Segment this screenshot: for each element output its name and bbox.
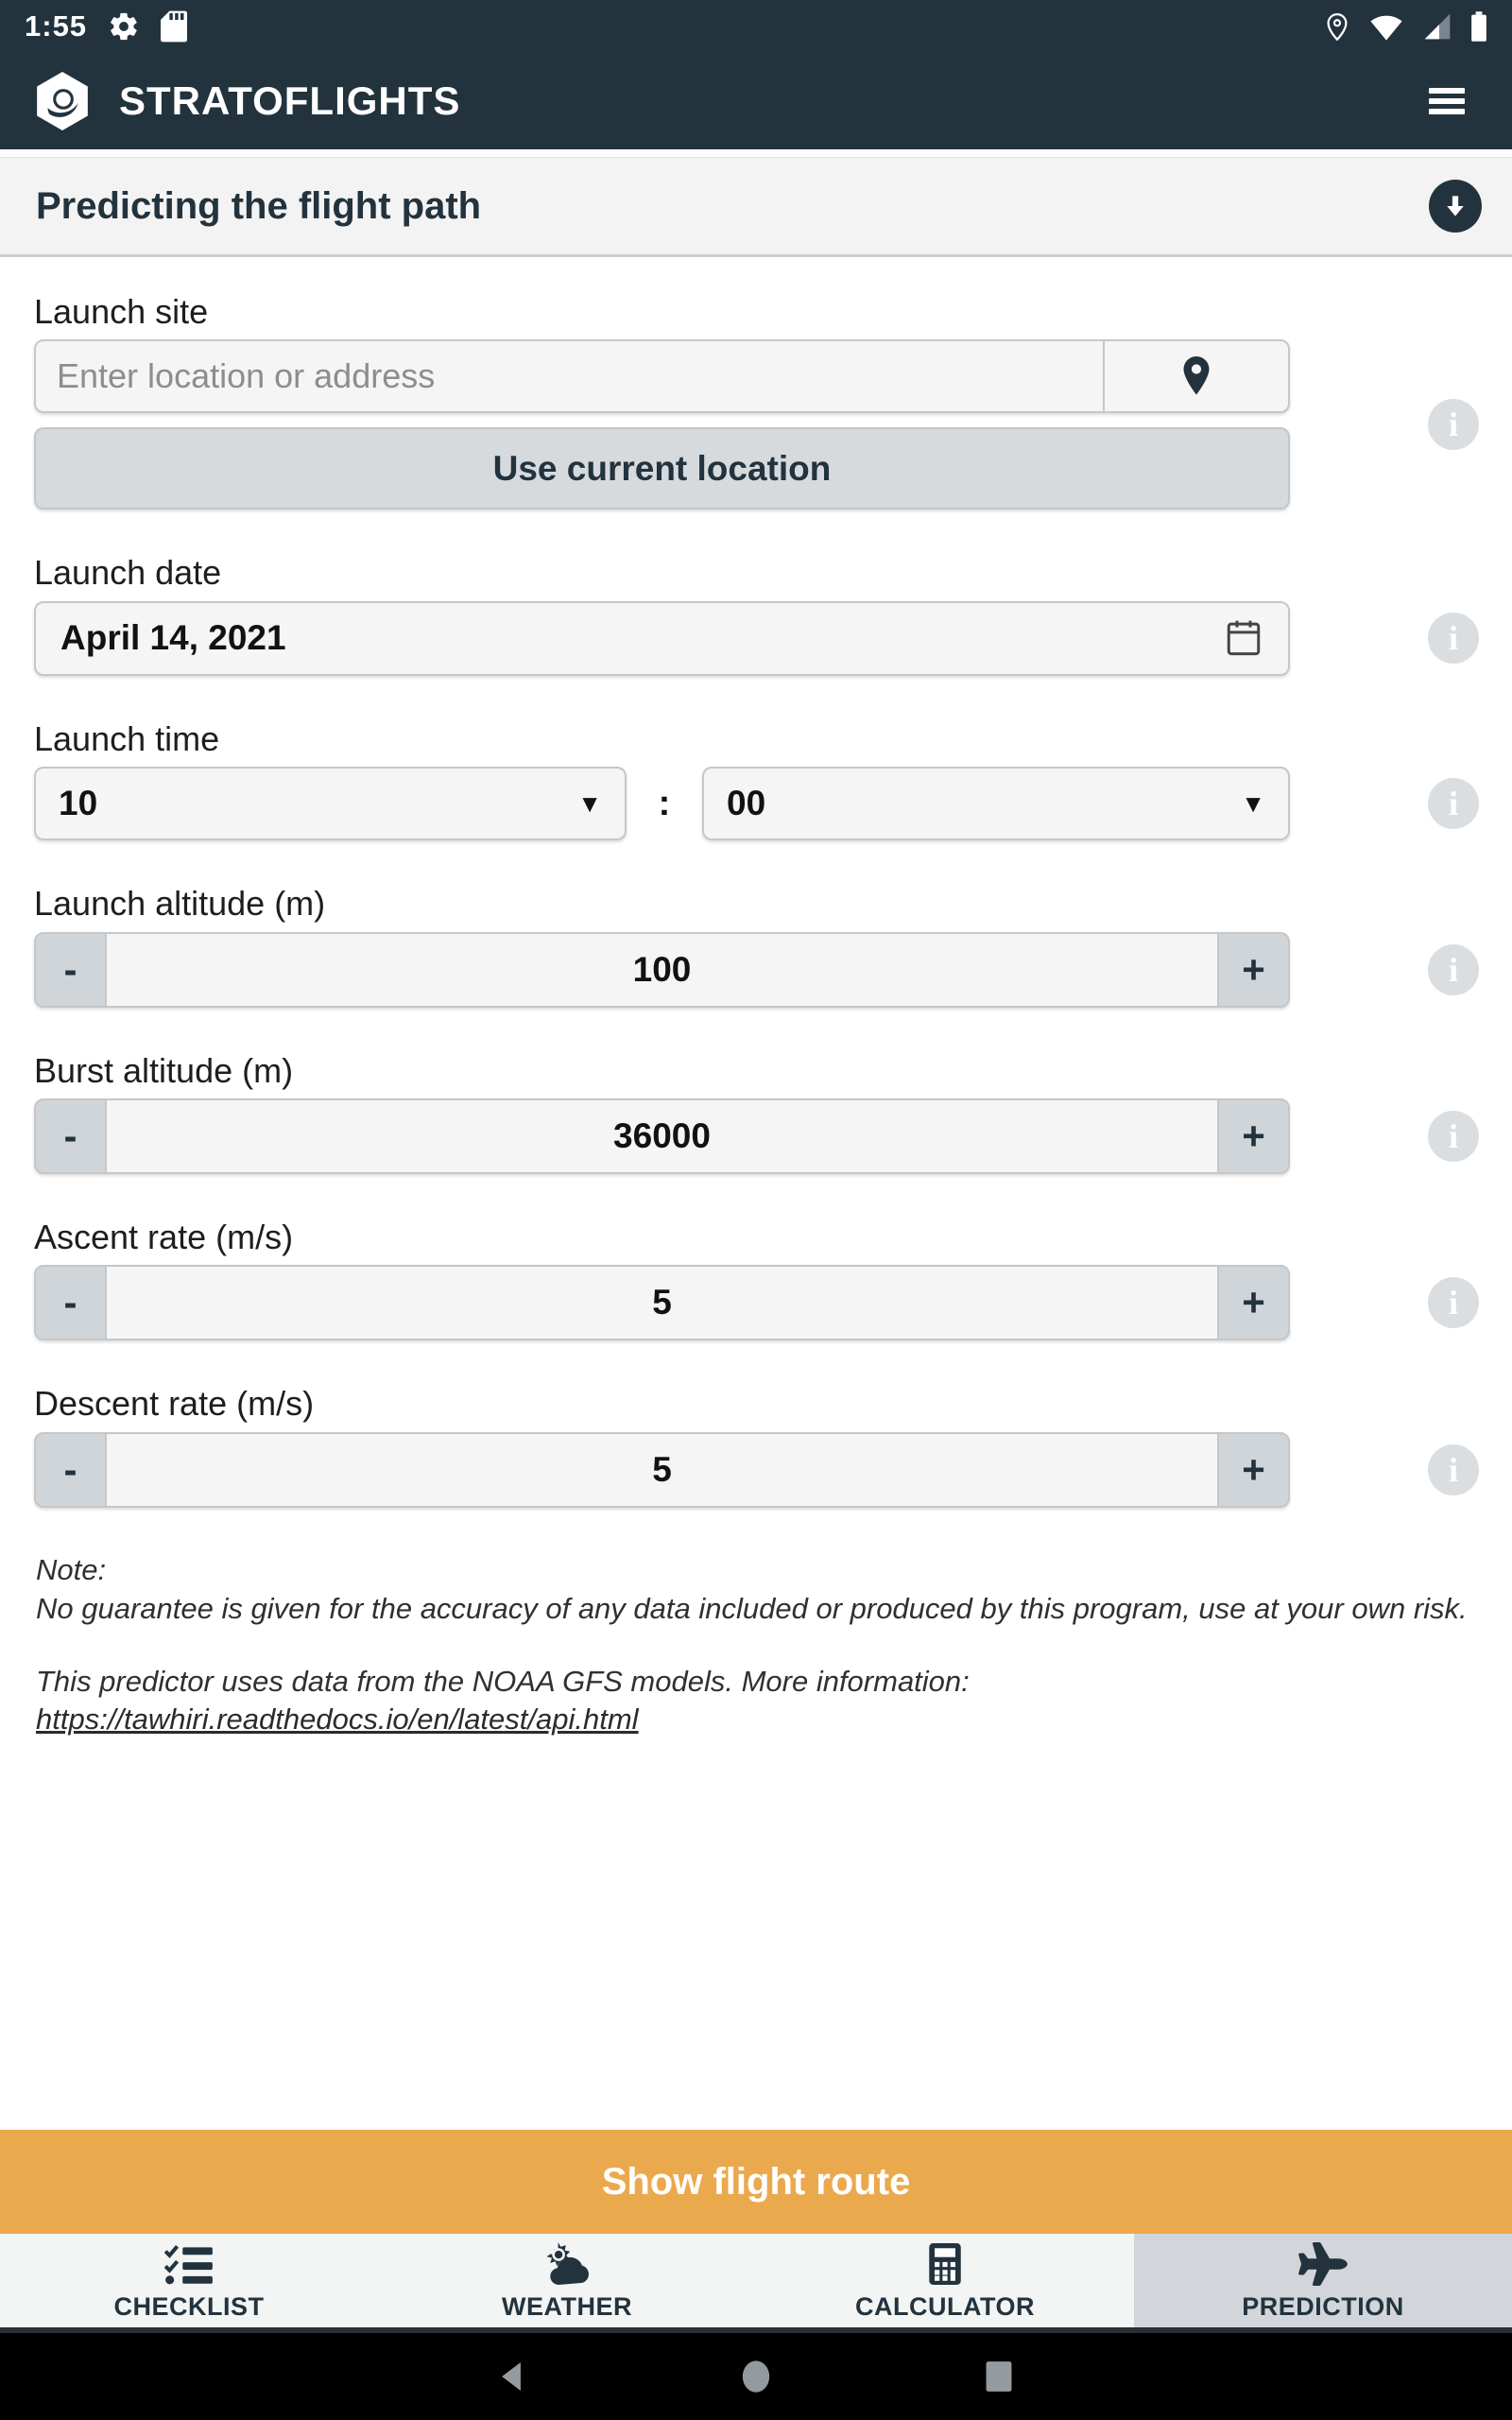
descent-rate-info-icon[interactable]: i <box>1428 1444 1479 1495</box>
launch-altitude-info-icon[interactable]: i <box>1428 944 1479 995</box>
tab-calculator-label: CALCULATOR <box>855 2291 1035 2321</box>
use-current-location-label: Use current location <box>492 448 832 488</box>
dropdown-caret-icon: ▼ <box>1241 788 1265 818</box>
launch-site-field <box>34 292 1512 510</box>
calculator-icon <box>928 2242 962 2286</box>
launch-site-input-group <box>34 339 1290 413</box>
launch-altitude-stepper <box>34 932 1290 1008</box>
bottom-tab-bar <box>0 2234 1512 2327</box>
launch-time-label: Launch time <box>34 718 220 758</box>
circle-arrow-down-icon[interactable] <box>1429 180 1482 233</box>
show-flight-route-button[interactable] <box>0 2130 1512 2234</box>
location-input[interactable] <box>36 341 1103 411</box>
calendar-icon[interactable] <box>1224 616 1263 660</box>
increment-button[interactable]: + <box>1242 1113 1265 1158</box>
launch-date-value: April 14, 2021 <box>60 618 286 658</box>
cloud-sun-icon <box>541 2242 593 2286</box>
predictor-info: This predictor uses data from the NOAA GFS models. More information: <box>36 1664 970 1698</box>
launch-altitude-field <box>34 884 1512 1007</box>
prediction-form <box>0 260 1512 2420</box>
location-pin-icon <box>1179 354 1213 398</box>
tab-prediction-label: PREDICTION <box>1242 2291 1404 2321</box>
status-bar-right <box>1323 10 1487 43</box>
status-bar-left <box>25 9 187 43</box>
decrement-button[interactable]: - <box>63 1280 77 1325</box>
sdcard-icon <box>161 10 187 43</box>
ascent-rate-info-icon[interactable]: i <box>1428 1277 1479 1328</box>
back-triangle-icon[interactable] <box>495 2357 531 2396</box>
decrement-button[interactable]: - <box>63 1446 77 1492</box>
ascent-rate-field <box>34 1218 1512 1340</box>
descent-rate-stepper <box>34 1432 1290 1508</box>
api-link[interactable]: https://tawhiri.readthedocs.io/en/latest/api.html <box>36 1703 639 1737</box>
burst-altitude-field <box>34 1051 1512 1174</box>
home-circle-icon[interactable] <box>737 2357 775 2396</box>
increment-button[interactable]: + <box>1242 1446 1265 1492</box>
app-header <box>0 53 1512 149</box>
ascent-rate-label: Ascent rate (m/s) <box>34 1217 294 1256</box>
recents-square-icon[interactable] <box>981 2357 1017 2396</box>
app-title: STRATOFLIGHTS <box>119 78 461 123</box>
launch-site-label: Launch site <box>34 292 209 331</box>
status-bar <box>0 0 1512 53</box>
tab-checklist[interactable] <box>0 2234 378 2327</box>
tab-weather-label: WEATHER <box>502 2291 632 2321</box>
location-pin-outline-icon <box>1323 10 1351 43</box>
battery-icon <box>1470 10 1487 43</box>
launch-date-field <box>34 553 1512 675</box>
increment-button[interactable]: + <box>1242 1280 1265 1325</box>
disclaimer-notes <box>36 1551 1476 1740</box>
decrement-button[interactable]: - <box>63 1113 77 1158</box>
launch-date-label: Launch date <box>34 553 222 593</box>
checklist-icon <box>164 2242 214 2286</box>
hour-select[interactable] <box>34 767 627 840</box>
clock: 1:55 <box>25 9 88 43</box>
wifi-icon <box>1368 11 1404 42</box>
android-navigation-bar <box>0 2327 1512 2420</box>
hour-value: 10 <box>59 784 98 823</box>
launch-altitude-label: Launch altitude (m) <box>34 884 326 924</box>
minute-select[interactable] <box>702 767 1290 840</box>
launch-time-field <box>34 719 1512 840</box>
location-pin-button[interactable] <box>1103 341 1288 411</box>
page-title: Predicting the flight path <box>36 184 482 227</box>
launch-date-input[interactable] <box>34 601 1290 676</box>
ascent-rate-stepper <box>34 1265 1290 1340</box>
settings-icon <box>108 10 140 43</box>
stratoflights-hexagon-logo <box>36 71 89 131</box>
burst-altitude-label: Burst altitude (m) <box>34 1050 294 1090</box>
tab-checklist-label: CHECKLIST <box>113 2291 265 2321</box>
tab-weather[interactable] <box>378 2234 756 2327</box>
hamburger-menu-icon[interactable] <box>1429 88 1465 114</box>
ascent-rate-value[interactable]: 5 <box>105 1267 1219 1339</box>
descent-rate-field <box>34 1384 1512 1507</box>
note-body: No guarantee is given for the accuracy of any data included or produced by this program, use at your own risk. <box>36 1591 1468 1625</box>
note-title: Note: <box>36 1552 107 1586</box>
show-flight-route-label: Show flight route <box>601 2160 911 2203</box>
burst-altitude-info-icon[interactable]: i <box>1428 1111 1479 1162</box>
decrement-button[interactable]: - <box>63 946 77 992</box>
tab-prediction[interactable] <box>1134 2234 1512 2327</box>
increment-button[interactable]: + <box>1242 946 1265 992</box>
descent-rate-label: Descent rate (m/s) <box>34 1384 315 1424</box>
descent-rate-value[interactable]: 5 <box>105 1434 1219 1506</box>
launch-date-info-icon[interactable]: i <box>1428 613 1479 664</box>
minute-value: 00 <box>727 784 766 823</box>
plane-icon <box>1298 2242 1348 2286</box>
dropdown-caret-icon: ▼ <box>577 788 602 818</box>
launch-time-info-icon[interactable]: i <box>1428 778 1479 829</box>
burst-altitude-stepper <box>34 1098 1290 1174</box>
use-current-location-button[interactable] <box>34 427 1290 510</box>
launch-altitude-value[interactable]: 100 <box>105 934 1219 1006</box>
signal-icon <box>1421 11 1453 42</box>
burst-altitude-value[interactable]: 36000 <box>105 1100 1219 1172</box>
launch-site-info-icon[interactable]: i <box>1428 399 1479 450</box>
section-header <box>0 157 1512 257</box>
time-separator: : <box>658 783 671 823</box>
tab-calculator[interactable] <box>756 2234 1134 2327</box>
